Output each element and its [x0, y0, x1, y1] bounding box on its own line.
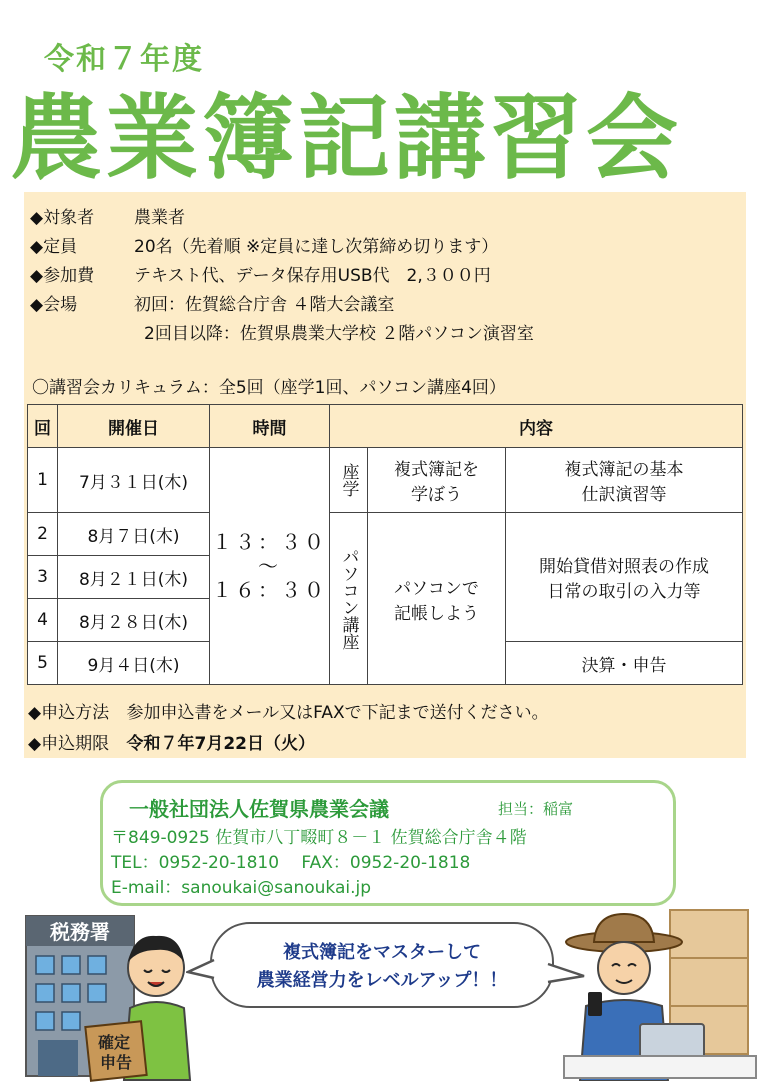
deadline-row [28, 729, 549, 760]
contact-address: 〒849-0925 佐賀市八丁畷町８－１ 佐賀総合庁舎４階 [111, 828, 527, 848]
venue-first: 初回：佐賀総合庁舎 ４階大会議室 [134, 295, 395, 315]
row-no: 2 [28, 513, 58, 556]
contact-person: 担当：稲富 [498, 800, 574, 818]
capacity-row [30, 233, 534, 262]
venue-row [30, 291, 534, 320]
method-value: 参加申込書をメール又はFAXで下記まで送付ください。 [126, 703, 549, 723]
method-label: ◆申込方法 [28, 703, 110, 723]
method-row [28, 698, 549, 729]
header-time: 時間 [210, 405, 330, 448]
target-label: ◆対象者 [30, 208, 95, 228]
contact-phone-fax: TEL：0952-20-1810 FAX：0952-20-1818 [111, 853, 471, 873]
farmer-illustration [560, 906, 760, 1081]
pc-detail: 開始貸借対照表の作成 日常の取引の入力等 [506, 513, 743, 642]
row-date: 9月４日(木) [58, 642, 210, 685]
lecture-detail: 複式簿記の基本 仕訳演習等 [506, 448, 743, 513]
lecture-topic: 複式簿記を 学ぼう [368, 448, 506, 513]
header-content: 内容 [330, 405, 743, 448]
time-cell [210, 448, 330, 685]
application-info [28, 698, 549, 760]
schedule-table [27, 404, 743, 685]
smartphone-icon [588, 992, 602, 1016]
speech-bubble [210, 922, 554, 1008]
type-pc: パソコン講座 [330, 513, 368, 685]
row-no: 3 [28, 556, 58, 599]
org-name: 一般社団法人佐賀県農業会議 [129, 797, 389, 821]
capacity-value: 20名（先着順 ※定員に達し次第締め切ります） [134, 237, 499, 257]
capacity-label: ◆定員 [30, 237, 78, 257]
header-date: 開催日 [58, 405, 210, 448]
year-label: 令和７年度 [44, 42, 204, 77]
pc-topic: パソコンで 記帳しよう [368, 513, 506, 685]
row-no: 4 [28, 599, 58, 642]
info-list [30, 204, 534, 349]
speech-bubble-tail-left [186, 958, 216, 982]
venue-label: ◆会場 [30, 295, 78, 315]
row-date: 8月２１日(木) [58, 556, 210, 599]
row-no: 1 [28, 448, 58, 513]
page-title: 農業簿記講習会 [10, 85, 683, 192]
tax-office-sign: 税務署 [50, 920, 110, 944]
time-end: １６：３０ [212, 578, 327, 602]
final-detail: 決算・申告 [506, 642, 743, 685]
header-no: 回 [28, 405, 58, 448]
table-row [28, 513, 743, 556]
row-date: 8月７日(木) [58, 513, 210, 556]
row-date: 7月３１日(木) [58, 448, 210, 513]
curriculum-heading: 〇講習会カリキュラム：全5回（座学1回、パソコン講座4回） [32, 378, 506, 398]
venue-rest: 2回目以降：佐賀県農業大学校 ２階パソコン演習室 [144, 324, 534, 344]
table-header-row [28, 405, 743, 448]
deadline-value: 令和７年7月22日（火） [126, 734, 315, 754]
type-lecture: 座学 [330, 448, 368, 513]
row-no: 5 [28, 642, 58, 685]
target-row [30, 204, 534, 233]
contact-email[interactable]: E-mail：sanoukai@sanoukai.jp [111, 878, 372, 898]
sign-line-1: 確定 [97, 1033, 131, 1052]
target-value: 農業者 [134, 208, 185, 228]
contact-box [100, 780, 676, 906]
deadline-label: ◆申込期限 [28, 734, 110, 754]
table-row [28, 448, 743, 513]
speech-line-1: 複式簿記をマスターして [283, 942, 481, 963]
venue-row-2 [30, 320, 534, 349]
sign-line-2: 申告 [99, 1053, 133, 1072]
time-separator: ～ [258, 554, 281, 578]
fee-value: テキスト代、データ保存用USB代 2,３００円 [134, 266, 491, 286]
tax-office-illustration [24, 912, 204, 1082]
fee-row [30, 262, 534, 291]
time-start: １３：３０ [212, 530, 327, 554]
row-date: 8月２８日(木) [58, 599, 210, 642]
speech-line-2: 農業経営力をレベルアップ！！ [256, 970, 508, 991]
fee-label: ◆参加費 [30, 266, 95, 286]
